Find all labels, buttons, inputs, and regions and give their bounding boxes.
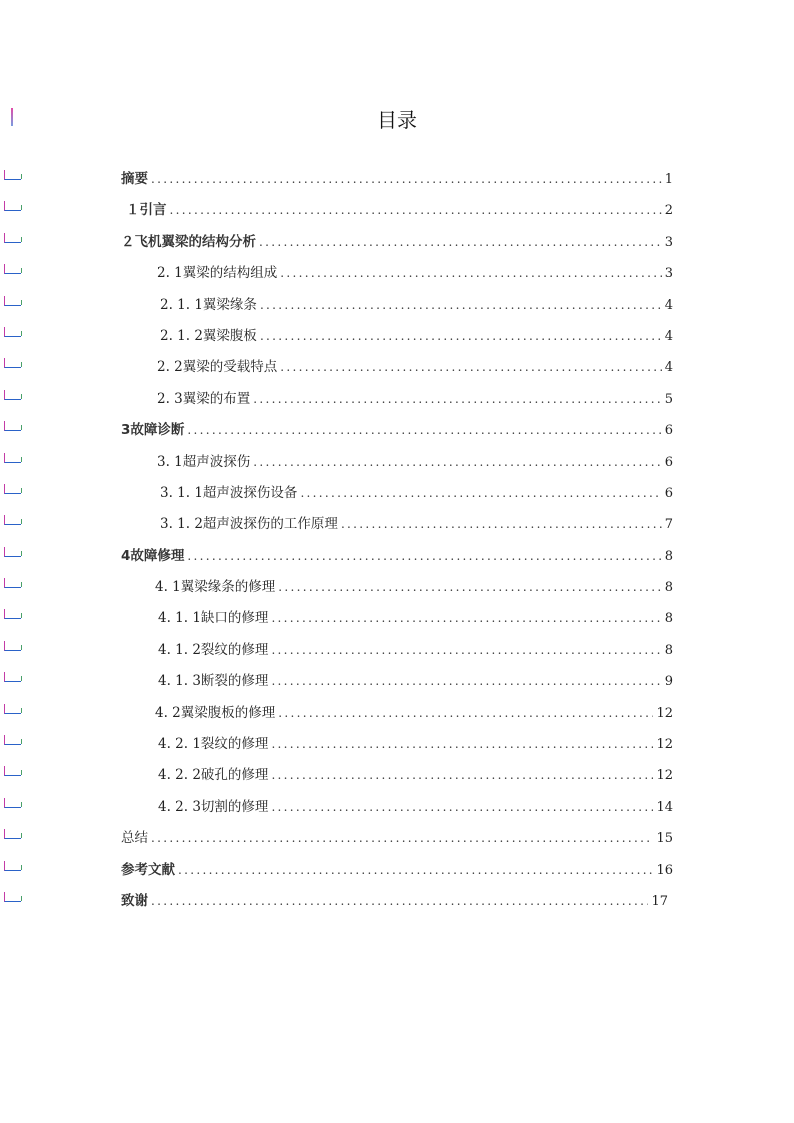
toc-label: 4. 1翼梁缘条的修理 [155, 579, 276, 596]
toc-label: 4. 1. 2裂纹的修理 [158, 641, 269, 658]
toc-page-number: 9 [664, 674, 673, 690]
toc-entry[interactable] [158, 669, 673, 689]
toc-label: 总结 [121, 830, 148, 847]
toc-label: 4. 2. 3切割的修理 [158, 798, 269, 815]
toc-row[interactable] [0, 726, 794, 757]
dot-leader [280, 360, 661, 374]
toc-entry[interactable] [160, 481, 673, 501]
toc-page-number: 2 [664, 203, 673, 219]
toc-label: 2. 2翼梁的受载特点 [157, 359, 278, 376]
toc-row[interactable] [0, 600, 794, 631]
dot-leader [170, 203, 662, 217]
bookmark-icon [4, 672, 21, 682]
dot-leader [151, 831, 653, 845]
toc-entry[interactable] [157, 355, 673, 375]
toc-label: 4故障修理 [121, 547, 185, 564]
bookmark-icon [4, 704, 21, 714]
dot-leader [260, 329, 662, 343]
toc-row[interactable] [0, 757, 794, 788]
toc-label: 摘要 [121, 171, 148, 187]
toc-entry[interactable] [158, 795, 673, 815]
toc-entry[interactable] [158, 763, 673, 783]
toc-entry[interactable] [121, 230, 673, 250]
dot-leader [151, 894, 648, 908]
toc-label: ２飞机翼梁的结构分析 [121, 233, 256, 250]
dot-leader [271, 674, 661, 688]
dot-leader [278, 706, 653, 720]
toc-entry[interactable] [126, 198, 673, 218]
toc-label: 3. 1超声波探伤 [157, 453, 251, 470]
dot-leader [341, 517, 662, 531]
toc-label: 4. 2. 1裂纹的修理 [158, 736, 269, 753]
toc-page-number: 12 [656, 705, 673, 721]
toc-page-number: 12 [656, 737, 673, 753]
toc-entry[interactable] [155, 701, 673, 721]
toc-entry[interactable] [157, 387, 673, 407]
toc-label: 4. 2翼梁腹板的修理 [155, 704, 276, 721]
toc-page-number: 6 [664, 454, 673, 470]
toc-row[interactable] [0, 569, 794, 600]
toc-row[interactable] [0, 318, 794, 349]
bookmark-icon [4, 861, 21, 871]
bookmark-icon [4, 170, 21, 180]
toc-label: 3. 1. 2超声波探伤的工作原理 [160, 516, 338, 533]
toc-page-number: 4 [664, 297, 673, 313]
dot-leader [280, 266, 661, 280]
toc-row[interactable] [0, 820, 794, 851]
dot-leader [300, 486, 661, 500]
toc-entry[interactable] [157, 261, 673, 281]
toc-row[interactable] [0, 412, 794, 443]
toc-entry[interactable] [121, 858, 673, 878]
toc-page-number: 14 [656, 799, 673, 815]
dot-leader [253, 455, 661, 469]
toc-page-number: 4 [664, 328, 673, 344]
bookmark-icon [4, 233, 21, 243]
toc-entry[interactable] [155, 575, 673, 595]
toc-row[interactable] [0, 349, 794, 380]
toc-label: １引言 [126, 202, 167, 219]
toc-page-number: 12 [656, 768, 673, 784]
toc-row[interactable] [0, 695, 794, 726]
bookmark-icon [4, 264, 21, 274]
toc-page-number: 3 [664, 266, 673, 282]
toc-page-number: 17 [651, 893, 668, 909]
toc-label: 4. 1. 3断裂的修理 [158, 673, 269, 690]
dot-leader [259, 235, 662, 249]
toc-entry[interactable] [121, 544, 673, 564]
bookmark-icon [4, 766, 21, 776]
dot-leader [260, 298, 662, 312]
bookmark-icon [4, 390, 21, 400]
dot-leader [271, 611, 661, 625]
toc-page-number: 16 [656, 862, 673, 878]
toc-label: 3故障诊断 [121, 422, 185, 439]
dot-leader [271, 800, 653, 814]
dot-leader [253, 392, 661, 406]
dot-leader [187, 423, 661, 437]
toc-label: 4. 1. 1缺口的修理 [158, 610, 269, 627]
toc-row[interactable] [0, 538, 794, 569]
bookmark-icon [4, 296, 21, 306]
toc-row[interactable] [0, 883, 794, 914]
toc-page-number: 8 [664, 580, 673, 596]
bookmark-icon [4, 327, 21, 337]
toc-row[interactable] [0, 255, 794, 286]
toc-page-number: 8 [664, 642, 673, 658]
toc-page-number: 8 [664, 548, 673, 564]
toc-entry[interactable] [160, 293, 673, 313]
dot-leader [271, 768, 653, 782]
toc-page-number: 6 [664, 485, 673, 501]
toc-label: 2. 1翼梁的结构组成 [157, 265, 278, 282]
toc-label: 参考文献 [121, 861, 175, 878]
toc-entry[interactable] [121, 889, 668, 909]
toc-page-number: 7 [664, 517, 673, 533]
bookmark-icon [4, 547, 21, 557]
bookmark-icon [4, 641, 21, 651]
toc-page-number: 8 [664, 611, 673, 627]
bookmark-icon [4, 829, 21, 839]
bookmark-icon [4, 515, 21, 525]
toc-row[interactable] [0, 192, 794, 223]
bookmark-icon [4, 201, 21, 211]
toc-row[interactable] [0, 506, 794, 537]
toc-row[interactable] [0, 224, 794, 255]
toc-page-number: 5 [664, 391, 673, 407]
toc-entry[interactable] [160, 512, 673, 532]
table-of-contents [0, 161, 794, 914]
dot-leader [178, 863, 653, 877]
toc-row[interactable] [0, 381, 794, 412]
bookmark-icon [4, 892, 21, 902]
toc-row[interactable] [0, 632, 794, 663]
toc-row[interactable] [0, 789, 794, 820]
dot-leader [271, 737, 653, 751]
bookmark-icon [4, 735, 21, 745]
bookmark-icon [4, 421, 21, 431]
page-title: 目录 [377, 108, 417, 132]
toc-entry[interactable] [160, 324, 673, 344]
toc-row[interactable] [0, 161, 794, 192]
dot-leader [187, 549, 661, 563]
toc-label: 2. 1. 1翼梁缘条 [160, 296, 257, 313]
toc-label: 4. 2. 2破孔的修理 [158, 767, 269, 784]
toc-row[interactable] [0, 444, 794, 475]
bookmark-icon [4, 358, 21, 368]
toc-label: 3. 1. 1超声波探伤设备 [160, 484, 298, 501]
toc-row[interactable] [0, 287, 794, 318]
toc-page-number: 6 [664, 423, 673, 439]
bookmark-icon [4, 798, 21, 808]
toc-label: 2. 3翼梁的布置 [157, 390, 251, 407]
bookmark-icon [4, 578, 21, 588]
toc-page-number: 4 [664, 360, 673, 376]
toc-page-number: 1 [664, 172, 673, 187]
toc-entry[interactable] [157, 450, 673, 470]
toc-entry[interactable] [158, 732, 673, 752]
toc-entry[interactable] [121, 826, 673, 846]
toc-label: 2. 1. 2翼梁腹板 [160, 327, 257, 344]
bookmark-icon [4, 453, 21, 463]
toc-row[interactable] [0, 475, 794, 506]
toc-entry[interactable] [158, 606, 673, 626]
toc-entry[interactable] [158, 638, 673, 658]
toc-page-number: 15 [656, 831, 673, 847]
toc-page-number: 3 [664, 234, 673, 250]
toc-entry[interactable] [121, 167, 673, 187]
bookmark-icon [4, 484, 21, 494]
bookmark-icon [4, 609, 21, 619]
toc-label: 致谢 [121, 892, 148, 909]
dot-leader [278, 580, 661, 594]
dot-leader [151, 172, 662, 186]
toc-entry[interactable] [121, 418, 673, 438]
dot-leader [271, 643, 661, 657]
toc-row[interactable] [0, 663, 794, 694]
toc-row[interactable] [0, 852, 794, 883]
